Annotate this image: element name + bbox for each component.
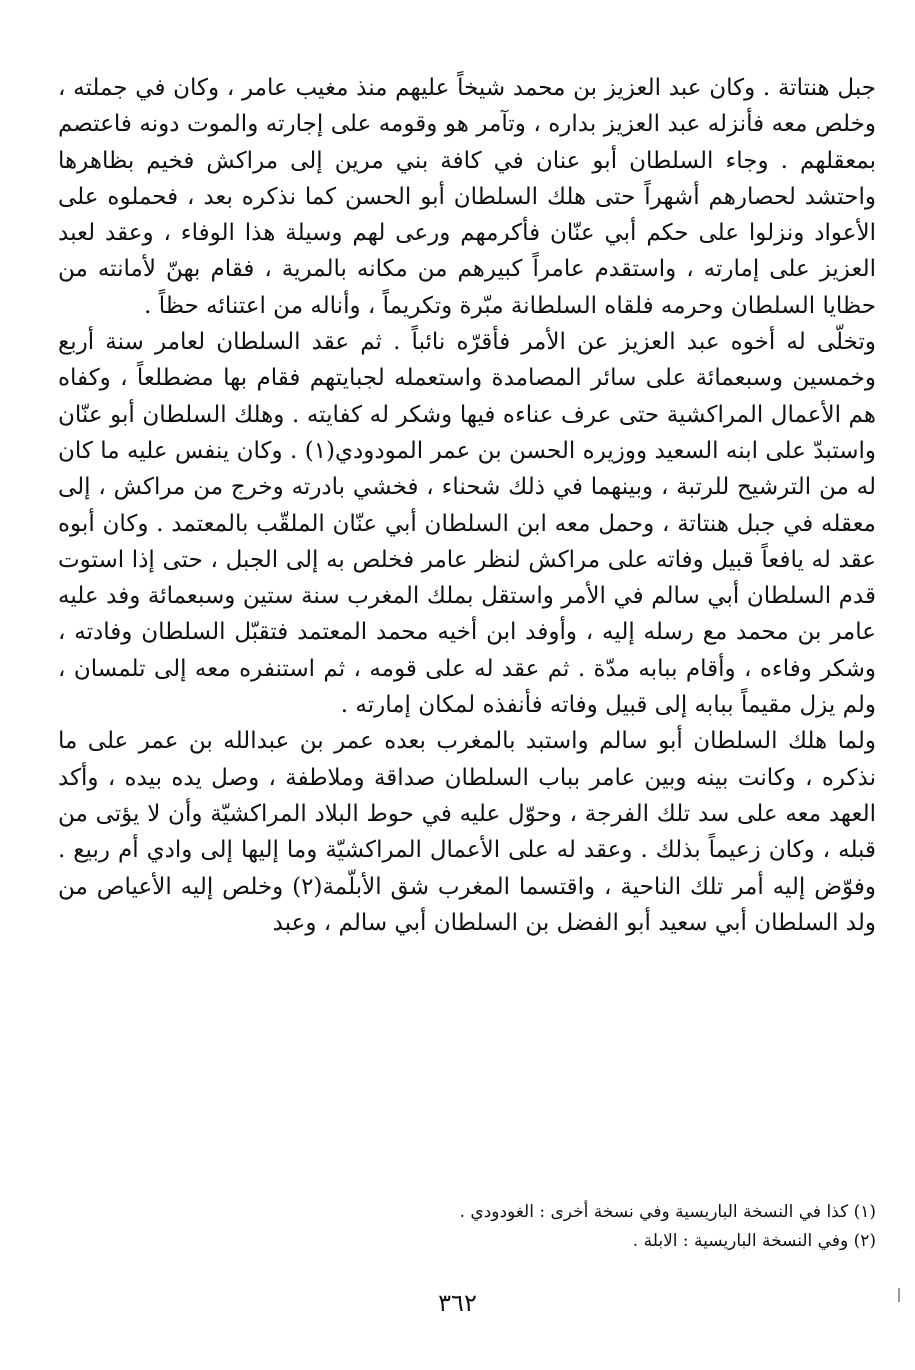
page-number: ٣٦٢ — [438, 1289, 477, 1317]
scan-edge-mark — [898, 1288, 900, 1302]
paragraph-3: ولما هلك السلطان أبو سالم واستبد بالمغرب بعده عمر بن عبدالله بن عمر على ما نذكره ، وكانت بينه وبين عامر بباب السلطان صداقة وملاطفة ، وصل يده بيده ، وأكد العهد معه على سد تلك الفرجة ، وحوّل عليه في حوط البلاد المراكشيّة وأن لا يؤتى من قبله ، وكان زعيماً بذلك . وعقد له على الأعمال المراكشيّة وما إليها إلى وادي أم ربيع . وفوّض إليه أمر تلك الناحية ، واقتسما المغرب شق الأبلّمة(٢) وخلص إليه الأعياص من ولد السلطان أبي سعيد أبو الفضل بن السلطان أبي سالم ، وعبد — [58, 728, 876, 936]
footnote-1: (١) كذا في النسخة الباريسية وفي نسخة أخرى : الغودودي . — [459, 1202, 876, 1222]
footnotes — [360, 1198, 876, 1256]
paragraph-2: وتخلّى له أخوه عبد العزيز عن الأمر فأقرّه نائباً . ثم عقد السلطان لعامر سنة أربع وخمسين وسبعمائة على سائر المصامدة واستعمله لجبايتهم فقام بها مضطلعاً ، وكفاه هم الأعمال المراكشية حتى عرف عناءه فيها وشكر له كفايته . وهلك السلطان أبو عنّان واستبدّ على ابنه السعيد ووزيره الحسن بن عمر المودودي(١) . وكان ينفس عليه ما كان له من الترشيح للرتبة ، وبينهما في ذلك شحناء ، فخشي بادرته وخرج من مراكش ، إلى معقله في جبل هنتاتة ، وحمل معه ابن السلطان أبي عنّان الملقّب بالمعتمد . وكان أبوه عقد له يافعاً قبيل وفاته على مراكش لنظر عامر فخلص به إلى الجبل ، حتى إذا استوت قدم السلطان أبي سالم في الأمر واستقل بملك المغرب سنة ستين وسبعمائة وفد عليه عامر بن محمد مع رسله إليه ، وأوفد ابن أخيه محمد المعتمد فتقبّل السلطان وفادته ، وشكر وفاءه ، وأقام ببابه مدّة . ثم عقد له على قومه ، ثم استنفره معه إلى تلمسان ، ولم يزل مقيماً ببابه إلى قبيل وفاته فأنفذه لمكان إمارته . — [58, 329, 876, 719]
main-text — [58, 70, 876, 941]
paragraph-1: جبل هنتاتة . وكان عبد العزيز بن محمد شيخاً عليهم منذ مغيب عامر ، وكان في جملته ، وخلص معه فأنزله عبد العزيز بداره ، وتآمر هو وقومه على إجارته والموت دونه فاعتصم بمعقلهم . وجاء السلطان أبو عنان في كافة بني مرين إلى مراكش فخيم بظاهرها واحتشد لحصارهم أشهراً حتى هلك السلطان أبو الحسن كما نذكره بعد ، فحملوه على الأعواد ونزلوا على حكم أبي عنّان فأكرمهم ورعى لهم وسيلة هذا الوفاء ، وعقد لعبد العزيز على إمارته ، واستقدم عامراً كبيرهم من مكانه بالمرية ، فقام بهنّ لأمانته من حظايا السلطان وحرمه فلقاه السلطانة مبّرة وتكريماً ، وأناله من اعتنائه حظاً . — [58, 75, 876, 319]
footnote-2: (٢) وفي النسخة الباريسية : الابلة . — [632, 1231, 876, 1251]
